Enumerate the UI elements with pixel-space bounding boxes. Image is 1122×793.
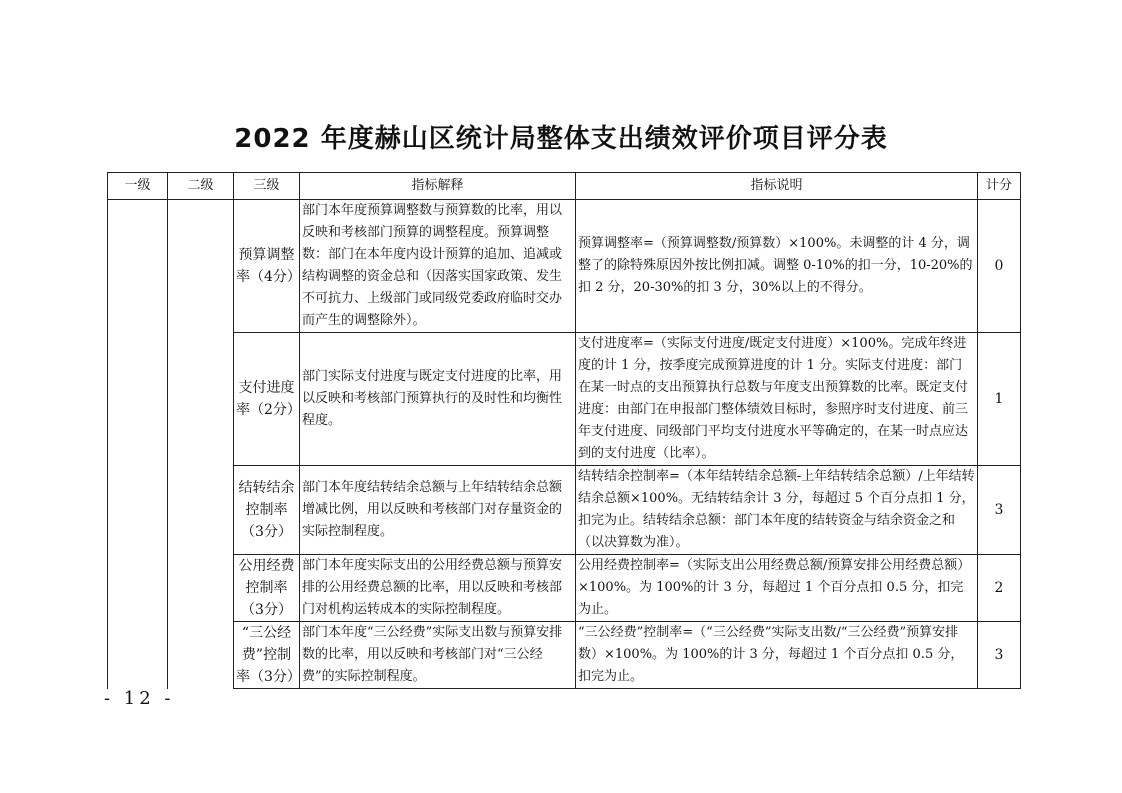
explanation-cell: 部门本年度“三公经费”实际支出数与预算安排数的比率，用以反映和考核部门对“三公经费”的实际控制程度。 (300, 622, 576, 689)
description-cell: 公用经费控制率=（实际支出公用经费总额/预算安排公用经费总额）×100%。为 100%的计 3 分，每超过 1 个百分点扣 0.5 分，扣完为止。 (576, 555, 978, 622)
header-level3: 三级 (234, 173, 300, 200)
score-cell: 3 (978, 466, 1021, 555)
description-cell: 结转结余控制率=（本年结转结余总额-上年结转结余总额）/上年结转结余总额×100%。无结转结余计 3 分，每超过 5 个百分点扣 1 分，扣完为止。结转结余总额：部门本年度的结转资金与结余资金之和（以决算数为准）。 (576, 466, 978, 555)
level1-cell (108, 200, 168, 689)
score-cell: 2 (978, 555, 1021, 622)
header-explanation: 指标解释 (300, 173, 576, 200)
table-row (108, 622, 1021, 689)
score-cell: 3 (978, 622, 1021, 689)
description-cell: 预算调整率=（预算调整数/预算数）×100%。未调整的计 4 分，调整了的除特殊原因外按比例扣减。调整 0-10%的扣一分，10-20%的扣 2 分，20-30%的扣 3 分，30%以上的不得分。 (576, 200, 978, 333)
explanation-cell: 部门本年度预算调整数与预算数的比率，用以反映和考核部门预算的调整程度。预算调整数：部门在本年度内设计预算的追加、追减或结构调整的资金总和（因落实国家政策、发生不可抗力、上级部门或同级党委政府临时交办而产生的调整除外）。 (300, 200, 576, 333)
table-header-row (108, 173, 1021, 200)
table-row (108, 200, 1021, 333)
score-table (107, 172, 1021, 689)
table-row (108, 333, 1021, 466)
level2-cell (168, 200, 234, 689)
score-cell: 0 (978, 200, 1021, 333)
level3-cell: 结转结余控制率（3分） (234, 466, 300, 555)
page-title: 2022 年度赫山区统计局整体支出绩效评价项目评分表 (234, 124, 888, 154)
description-cell: 支付进度率=（实际支付进度/既定支付进度）×100%。完成年终进度的计 1 分，按季度完成预算进度的计 1 分。实际支付进度：部门在某一时点的支出预算执行总数与年度支出预算数的比率。既定支付进度：由部门在申报部门整体绩效目标时，参照序时支付进度、前三年支付进度、同级部门平均支付进度水平等确定的，在某一时点应达到的支付进度（比率）。 (576, 333, 978, 466)
level3-cell: “三公经费”控制率（3分） (234, 622, 300, 689)
table-row (108, 466, 1021, 555)
header-description: 指标说明 (576, 173, 978, 200)
page-number: - 12 - (104, 688, 175, 709)
score-cell: 1 (978, 333, 1021, 466)
level3-cell: 公用经费控制率（3分） (234, 555, 300, 622)
header-level1: 一级 (108, 173, 168, 200)
explanation-cell: 部门本年度实际支出的公用经费总额与预算安排的公用经费总额的比率，用以反映和考核部门对机构运转成本的实际控制程度。 (300, 555, 576, 622)
description-cell: “三公经费”控制率=（“三公经费”实际支出数/“三公经费”预算安排数）×100%。为 100%的计 3 分，每超过 1 个百分点扣 0.5 分，扣完为止。 (576, 622, 978, 689)
explanation-cell: 部门实际支付进度与既定支付进度的比率，用以反映和考核部门预算执行的及时性和均衡性程度。 (300, 333, 576, 466)
header-level2: 二级 (168, 173, 234, 200)
explanation-cell: 部门本年度结转结余总额与上年结转结余总额增减比例，用以反映和考核部门对存量资金的实际控制程度。 (300, 466, 576, 555)
header-score: 计分 (978, 173, 1021, 200)
level3-cell: 支付进度率（2分） (234, 333, 300, 466)
level3-cell: 预算调整率（4分） (234, 200, 300, 333)
table-row (108, 555, 1021, 622)
